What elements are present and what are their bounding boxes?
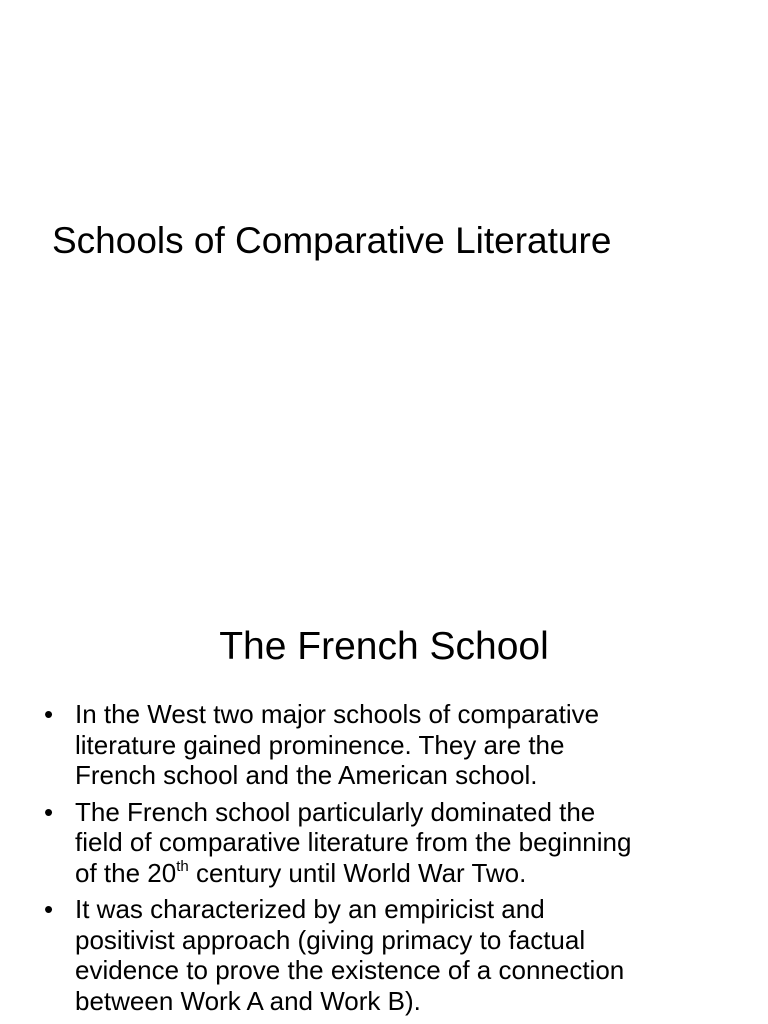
- bullet-line: between Work A and Work B).: [75, 985, 421, 1016]
- bullet-line: In the West two major schools of comparative: [75, 699, 600, 729]
- bullet-marker: •: [44, 796, 54, 827]
- bullet-item: [0, 699, 768, 791]
- bullet-marker: •: [44, 699, 54, 729]
- bullet-text: of the 20: [75, 857, 177, 888]
- bullet-list: [0, 699, 768, 1022]
- bullet-marker: •: [44, 894, 54, 924]
- bullet-item: [0, 894, 768, 1016]
- bullet-line: [75, 858, 748, 889]
- bullet-item: [0, 797, 768, 889]
- ordinal-superscript: th: [176, 857, 189, 875]
- slide-title-french-school: The French School: [219, 625, 549, 668]
- slide-title-schools: Schools of Comparative Literature: [52, 220, 612, 261]
- bullet-text: century until World War Two.: [188, 857, 527, 888]
- bullet-line: It was characterized by an empiricist and: [75, 894, 545, 924]
- bullet-line: field of comparative literature from the beginning: [75, 827, 632, 857]
- bullet-line: evidence to prove the existence of a connection: [75, 955, 625, 985]
- bullet-line: positivist approach (giving primacy to factual: [75, 924, 586, 955]
- bullet-line: literature gained prominence. They are the: [75, 729, 565, 760]
- bullet-line: The French school particularly dominated the: [75, 796, 596, 827]
- bullet-line: French school and the American school.: [75, 760, 538, 790]
